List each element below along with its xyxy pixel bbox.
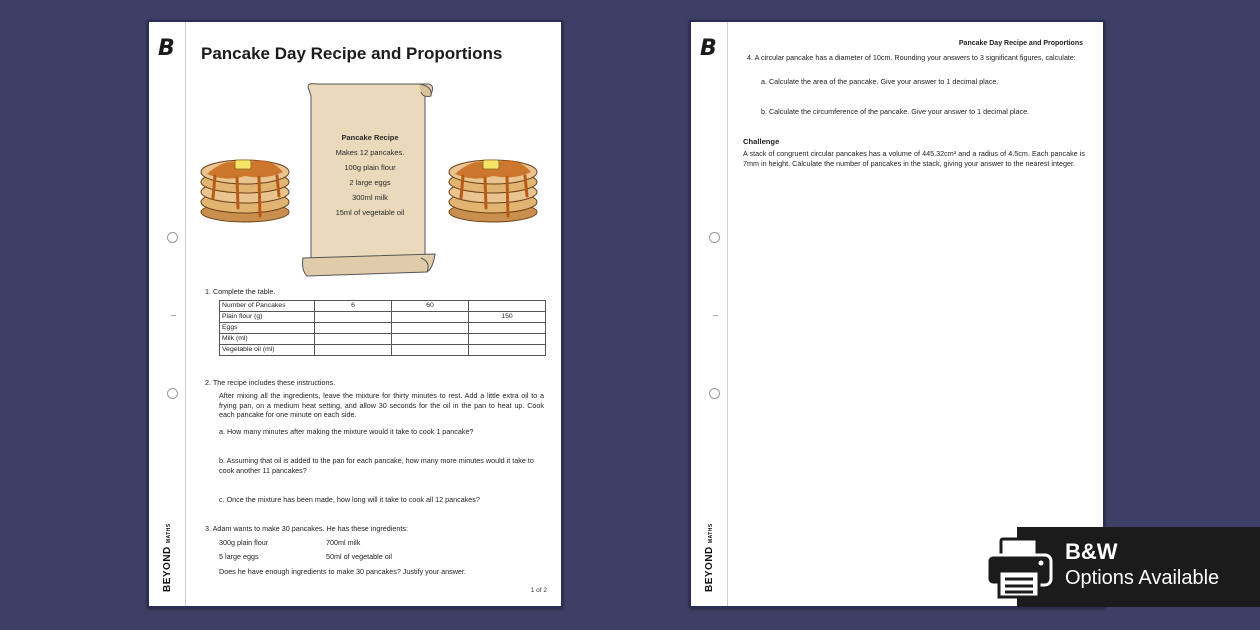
beyond-logo-icon: B [158, 36, 175, 61]
table-row [220, 334, 546, 345]
pancake-stack-icon [445, 146, 541, 232]
proportions-table [219, 300, 546, 356]
recipe-line: 100g plain flour [344, 163, 396, 172]
bw-options-badge [1017, 527, 1260, 607]
punch-hole [167, 232, 178, 243]
table-cell [469, 334, 546, 345]
question-3-prompt: 3. Adam wants to make 30 pancakes. He has these ingredients: [205, 524, 408, 533]
table-cell [315, 334, 392, 345]
pancake-stack-icon [197, 146, 293, 232]
badge-title: B&W [1065, 539, 1118, 564]
challenge-title: Challenge [743, 137, 780, 146]
table-cell [469, 323, 546, 334]
binder-rail [149, 22, 185, 606]
worksheet-page-1 [147, 20, 563, 608]
table-cell [392, 323, 469, 334]
question-2c: c. Once the mixture has been made, how long will it take to cook all 12 pancakes? [219, 495, 480, 504]
table-cell [469, 345, 546, 356]
recipe-title: Pancake Recipe [341, 133, 399, 142]
ingredient-item: 300g plain flour [219, 538, 269, 547]
recipe-line: 15ml of vegetable oil [335, 208, 405, 217]
table-cell [315, 345, 392, 356]
table-cell: Eggs [220, 323, 315, 334]
table-cell: 150 [469, 312, 546, 323]
rail-divider [727, 22, 728, 606]
printer-icon [983, 535, 1055, 601]
table-cell: Vegetable oil (ml) [220, 345, 315, 356]
page-title: Pancake Day Recipe and Proportions [201, 44, 503, 63]
table-cell [469, 301, 546, 312]
recipe-line: Makes 12 pancakes. [335, 148, 405, 157]
table-cell [392, 312, 469, 323]
question-2-body: After mixing all the ingredients, leave the mixture for thirty minutes to rest. Add a little extra oil to a frying pan, on a medium heat setting, and allow 30 seconds for the oil in the pan to heat up. Cook each pancake for one minute on each side. [219, 391, 544, 419]
recipe-card [309, 130, 431, 220]
table-cell [315, 323, 392, 334]
question-2b: b. Assuming that oil is added to the pan for each pancake, how many more minutes would it take to cook another 11 pancakes? [219, 456, 534, 475]
ingredient-item: 50ml of vegetable oil [326, 552, 392, 561]
punch-hole [709, 388, 720, 399]
recipe-line: 300ml milk [352, 193, 388, 202]
table-row [220, 312, 546, 323]
table-cell [315, 312, 392, 323]
worksheet-page-2 [689, 20, 1105, 608]
question-4b: b. Calculate the circumference of the pancake. Give your answer to 1 decimal place. [761, 107, 1030, 116]
rail-divider [185, 22, 186, 606]
running-header: Pancake Day Recipe and Proportions [958, 40, 1083, 47]
question-4-prompt: 4. A circular pancake has a diameter of 10cm. Rounding your answers to 3 significant figures, calculate: [747, 53, 1076, 62]
table-row [220, 301, 546, 312]
table-cell [392, 345, 469, 356]
fold-mark [713, 315, 718, 316]
ingredient-item: 5 large eggs [219, 552, 259, 561]
table-cell: Number of Pancakes [220, 301, 315, 312]
binder-rail [691, 22, 727, 606]
page-number: 1 of 2 [530, 587, 547, 594]
question-4a: a. Calculate the area of the pancake. Give your answer to 1 decimal place. [761, 77, 999, 86]
question-2a: a. How many minutes after making the mixture would it take to cook 1 pancake? [219, 427, 474, 436]
brand-label: BEYONDMATHS [162, 523, 173, 592]
ingredient-item: 700ml milk [326, 538, 361, 547]
badge-subtitle: Options Available [1065, 567, 1220, 589]
table-row [220, 323, 546, 334]
table-cell: Milk (ml) [220, 334, 315, 345]
table-cell: 6 [315, 301, 392, 312]
table-cell: 60 [392, 301, 469, 312]
brand-label: BEYONDMATHS [704, 523, 715, 592]
recipe-line: 2 large eggs [349, 178, 391, 187]
table-row [220, 345, 546, 356]
fold-mark [171, 315, 176, 316]
question-3-ask: Does he have enough ingredients to make 30 pancakes? Justify your answer. [219, 567, 466, 576]
question-1-prompt: 1. Complete the table. [205, 287, 276, 296]
challenge-body: A stack of congruent circular pancakes has a volume of 445.32cm³ and a radius of 4.5cm. Each pancake is 7mm in height. Calculate the number of pancakes in the stack, giving your answer to the nearest integer. [743, 149, 1085, 168]
table-cell: Plain flour (g) [220, 312, 315, 323]
table-cell [392, 334, 469, 345]
question-2-prompt: 2. The recipe includes these instructions. [205, 378, 336, 387]
punch-hole [167, 388, 178, 399]
beyond-logo-icon: B [700, 36, 717, 61]
punch-hole [709, 232, 720, 243]
